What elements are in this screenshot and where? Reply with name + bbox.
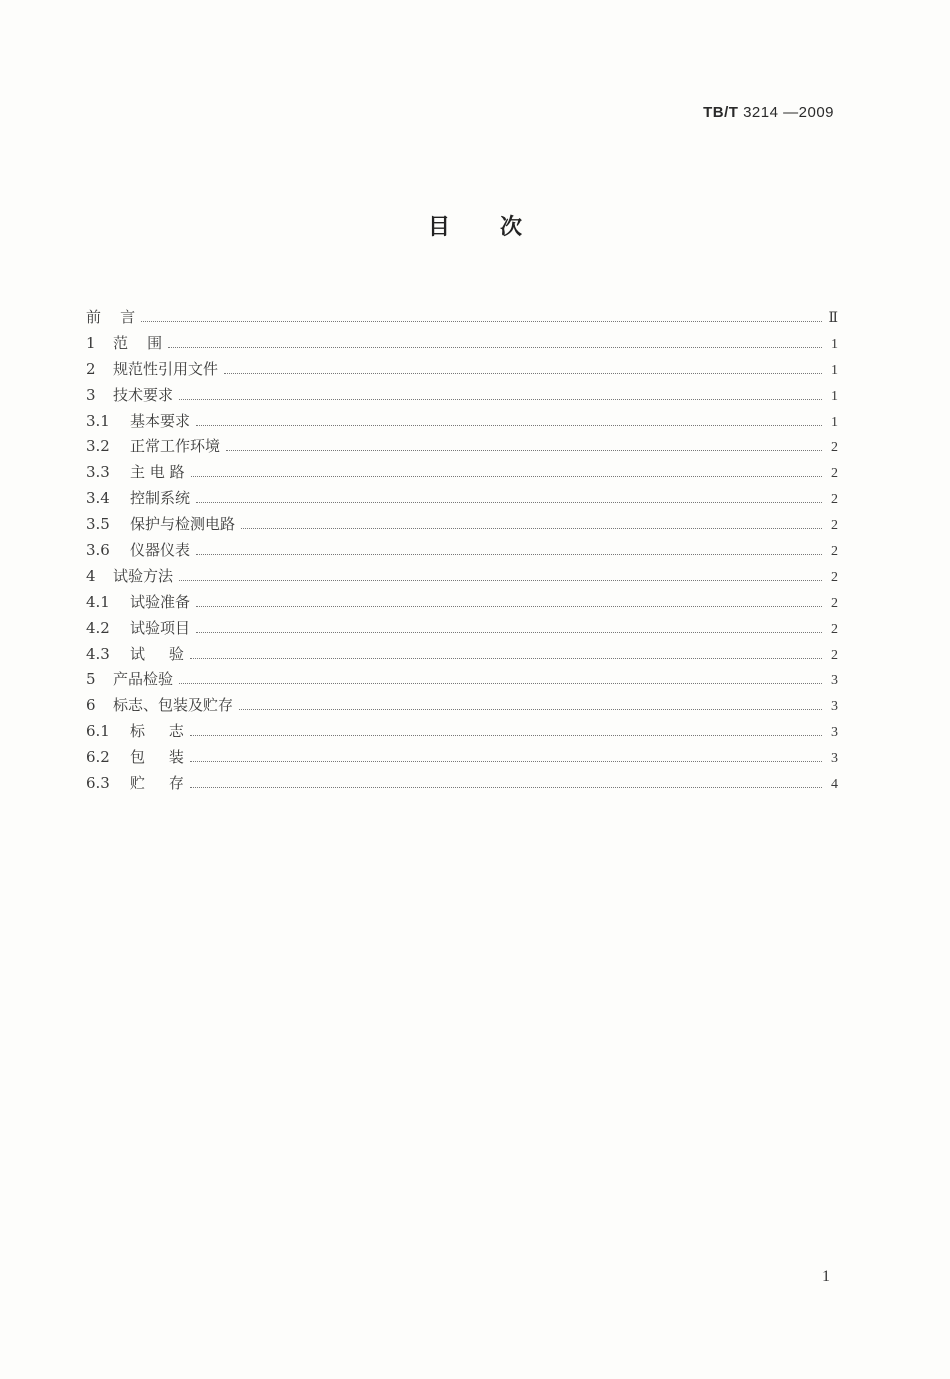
toc-entry-label [86, 410, 190, 431]
toc-entry-label [86, 617, 190, 638]
toc-entry-text: 正常工作环境 [130, 437, 221, 456]
toc-entry-page: 3 [831, 673, 838, 689]
toc-entry-text: 控制系统 [130, 489, 191, 508]
toc-entry-number: 2 [86, 359, 96, 378]
toc-dot-leader [179, 579, 822, 581]
toc-dot-leader [196, 605, 822, 607]
toc-entry-page: 4 [831, 777, 838, 793]
page-number: 1 [822, 1268, 830, 1285]
toc-entry-text: 包 装 [130, 748, 184, 767]
toc-entry-number: 3.6 [86, 541, 110, 560]
toc-entry-label [86, 358, 218, 379]
toc-entry-text: 仪器仪表 [130, 541, 191, 560]
toc-entry-label [86, 565, 173, 586]
toc-entry-text: 标 志 [130, 722, 184, 741]
toc-entry [86, 617, 838, 643]
toc-dot-leader [241, 527, 822, 529]
toc-entry-number: 6.2 [86, 748, 110, 767]
toc-entry [86, 539, 838, 565]
toc-entry-text: 试 验 [130, 644, 184, 663]
toc-dot-leader [168, 346, 822, 348]
toc-dot-leader [226, 449, 822, 451]
toc-entry-label [86, 306, 135, 327]
standard-prefix: TB/T [703, 104, 739, 121]
standard-code [703, 104, 834, 121]
toc-entry [86, 358, 838, 384]
toc-entry [86, 384, 838, 410]
toc-entry-text: 前 言 [86, 308, 136, 326]
toc-entry-label [86, 332, 162, 353]
table-of-contents [86, 306, 838, 798]
toc-entry [86, 694, 838, 720]
toc-entry-page: 3 [831, 725, 838, 741]
toc-entry-text: 基本要求 [130, 411, 191, 430]
toc-entry-page: 1 [831, 388, 838, 404]
toc-entry-number: 4 [86, 566, 96, 585]
toc-entry-page: 1 [831, 362, 838, 378]
toc-dot-leader [141, 320, 822, 322]
toc-entry [86, 591, 838, 617]
toc-entry [86, 643, 838, 669]
toc-entry-page: 2 [831, 569, 838, 585]
toc-entry-number: 3 [86, 385, 96, 404]
toc-dot-leader [190, 657, 822, 659]
toc-entry-text: 主 电 路 [130, 463, 185, 482]
toc-entry-label [86, 435, 220, 456]
toc-dot-leader [190, 734, 822, 736]
toc-entry-number: 3.1 [86, 411, 110, 430]
toc-entry [86, 410, 838, 436]
toc-entry-text: 技术要求 [113, 385, 174, 404]
toc-entry-page: 2 [831, 518, 838, 534]
toc-entry-text: 规范性引用文件 [113, 359, 219, 378]
toc-entry-number: 4.2 [86, 618, 110, 637]
toc-entry-page: 2 [831, 647, 838, 663]
toc-entry-text: 试验方法 [113, 566, 174, 585]
toc-dot-leader [179, 398, 822, 400]
toc-entry-text: 试验准备 [130, 592, 191, 611]
toc-entry-number: 4.1 [86, 592, 110, 611]
toc-entry [86, 772, 838, 798]
toc-dot-leader [196, 424, 822, 426]
toc-entry-number: 6.3 [86, 774, 110, 793]
toc-entry-page: 1 [831, 336, 838, 352]
toc-entry-number: 4.3 [86, 644, 110, 663]
toc-entry-number: 3.3 [86, 463, 110, 482]
toc-dot-leader [190, 786, 822, 788]
toc-entry [86, 461, 838, 487]
toc-entry-label [86, 746, 184, 767]
toc-entry-label [86, 643, 184, 664]
toc-entry [86, 746, 838, 772]
toc-dot-leader [239, 708, 822, 710]
toc-title: 目次 [427, 215, 572, 240]
toc-entry-text: 产品检验 [113, 670, 174, 689]
toc-entry-label [86, 694, 233, 715]
toc-entry-text: 标志、包装及贮存 [113, 696, 234, 715]
toc-entry [86, 435, 838, 461]
toc-entry-label [86, 591, 190, 612]
toc-entry-number: 3.2 [86, 437, 110, 456]
toc-entry-page: 2 [831, 492, 838, 508]
toc-entry-label [86, 720, 184, 741]
toc-entry-page: 2 [831, 595, 838, 611]
toc-entry [86, 565, 838, 591]
toc-entry-page: 2 [831, 544, 838, 560]
toc-entry [86, 668, 838, 694]
toc-entry-number: 3.4 [86, 489, 110, 508]
toc-dot-leader [196, 501, 822, 503]
toc-entry-number: 6.1 [86, 722, 110, 741]
toc-entry [86, 332, 838, 358]
toc-entry-text: 保护与检测电路 [130, 515, 236, 534]
toc-entry [86, 487, 838, 513]
toc-entry-label [86, 461, 185, 482]
toc-entry-page: 3 [831, 699, 838, 715]
toc-dot-leader [196, 631, 822, 633]
toc-entry-label [86, 539, 190, 560]
toc-entry-number: 1 [86, 333, 96, 352]
toc-entry-page: 2 [831, 621, 838, 637]
toc-dot-leader [191, 475, 822, 477]
toc-entry [86, 720, 838, 746]
toc-entry-label [86, 384, 173, 405]
toc-entry-text: 范 围 [113, 333, 163, 352]
toc-entry-label [86, 513, 235, 534]
toc-entry-page: 2 [831, 440, 838, 456]
toc-entry-page: 1 [831, 414, 838, 430]
toc-entry [86, 306, 838, 332]
toc-dot-leader [196, 553, 822, 555]
toc-entry-label [86, 772, 184, 793]
standard-number: 3214 —2009 [743, 104, 834, 121]
toc-entry-page: 3 [831, 751, 838, 767]
toc-entry-page: 2 [831, 466, 838, 482]
toc-entry-text: 贮 存 [130, 774, 184, 793]
toc-entry-number: 5 [86, 670, 96, 689]
toc-entry-page: Ⅱ [828, 311, 838, 326]
toc-entry-label [86, 487, 190, 508]
toc-dot-leader [190, 760, 822, 762]
toc-entry-text: 试验项目 [130, 618, 191, 637]
toc-dot-leader [224, 372, 822, 374]
toc-entry-label [86, 668, 173, 689]
toc-dot-leader [179, 682, 822, 684]
toc-entry [86, 513, 838, 539]
toc-entry-number: 6 [86, 696, 96, 715]
toc-entry-number: 3.5 [86, 515, 110, 534]
